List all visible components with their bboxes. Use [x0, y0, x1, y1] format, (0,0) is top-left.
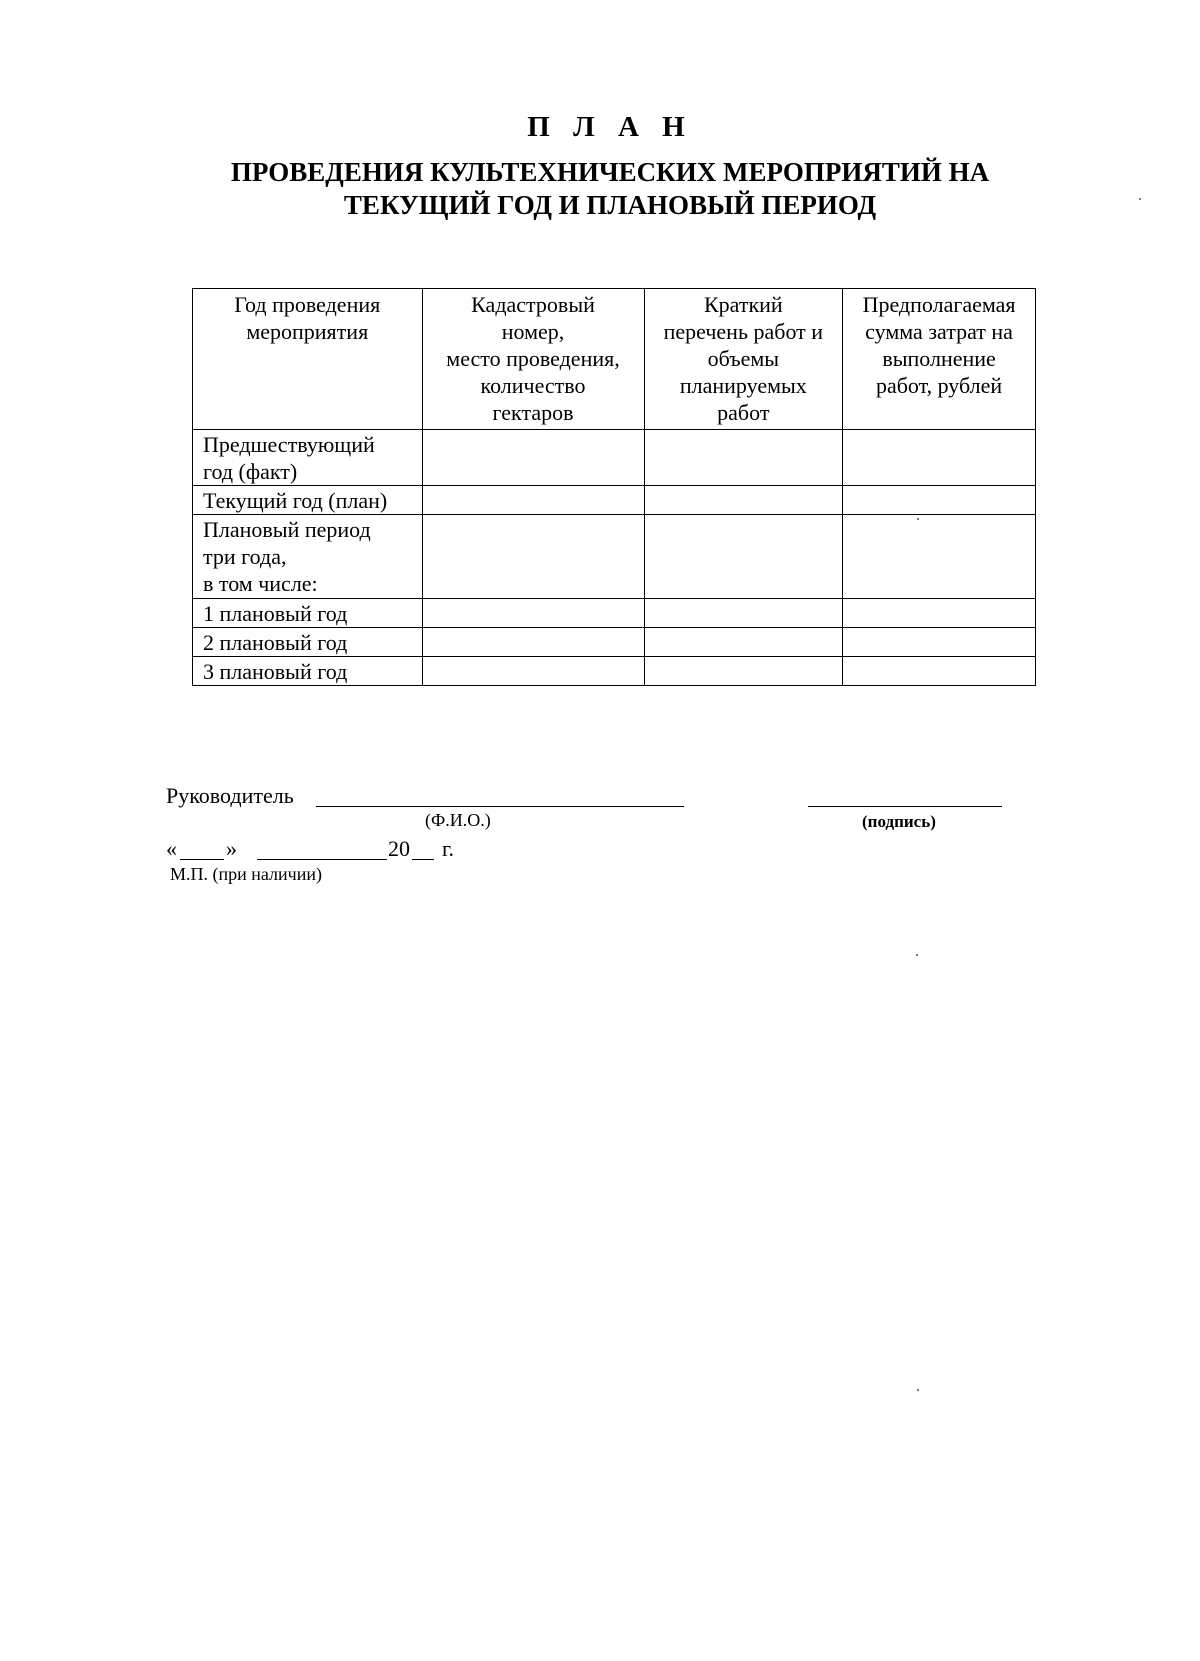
subtitle-line-1: ПРОВЕДЕНИЯ КУЛЬТЕХНИЧЕСКИХ МЕРОПРИЯТИЙ НА: [230, 157, 990, 187]
table-cell: [422, 657, 644, 686]
scan-speck: [916, 954, 918, 956]
table-cell: [422, 430, 644, 486]
date-day-line: [180, 859, 224, 860]
date-year-prefix: 20: [388, 836, 410, 861]
row-label: Плановый период три года, в том числе:: [193, 515, 423, 599]
row-label: 3 плановый год: [193, 657, 423, 686]
column-header-works: Краткий перечень работ и объемы планируемых работ: [644, 289, 843, 430]
document-header: [150, 110, 1070, 222]
table-cell: [644, 599, 843, 628]
table-row: [193, 486, 1036, 515]
date-year-line: [412, 859, 434, 860]
table-cell: [422, 515, 644, 599]
document-title: П Л А Н: [527, 111, 693, 143]
table-cell: [843, 486, 1036, 515]
table-cell: [422, 628, 644, 657]
date-open-quote: «: [166, 836, 177, 861]
date-month-line: [257, 859, 387, 860]
table-cell: [843, 599, 1036, 628]
scan-speck: [917, 518, 919, 520]
table-cell: [422, 599, 644, 628]
scan-speck: [917, 1389, 919, 1391]
table-cell: [644, 515, 843, 599]
table-cell: [422, 486, 644, 515]
row-label: 2 плановый год: [193, 628, 423, 657]
table-cell: [843, 657, 1036, 686]
row-label: Текущий год (план): [193, 486, 423, 515]
table-cell: [644, 430, 843, 486]
table-row: [193, 628, 1036, 657]
table-header-row: [193, 289, 1036, 430]
head-label: Руководитель: [166, 783, 294, 808]
table-row: [193, 515, 1036, 599]
document-subtitle: [150, 156, 1070, 222]
signature-line: [808, 806, 1002, 807]
scan-speck: [1139, 198, 1141, 200]
table-row: [193, 599, 1036, 628]
signature-caption: (подпись): [862, 812, 936, 831]
row-label: Предшествующий год (факт): [193, 430, 423, 486]
table-cell: [843, 628, 1036, 657]
stamp-note: М.П. (при наличии): [170, 864, 322, 884]
row-label: 1 плановый год: [193, 599, 423, 628]
table-row: [193, 657, 1036, 686]
date-year-suffix: г.: [442, 836, 455, 861]
subtitle-line-2: ТЕКУЩИЙ ГОД И ПЛАНОВЫЙ ПЕРИОД: [343, 190, 877, 220]
table-cell: [644, 657, 843, 686]
table-cell: [843, 430, 1036, 486]
table-cell: [843, 515, 1036, 599]
column-header-cadastral: Кадастровый номер, место проведения, количество гектаров: [422, 289, 644, 430]
table-cell: [644, 486, 843, 515]
table-row: [193, 430, 1036, 486]
fio-caption: (Ф.И.О.): [425, 810, 491, 830]
fio-line: [316, 806, 684, 807]
column-header-year: Год проведения мероприятия: [193, 289, 423, 430]
column-header-cost: Предполагаемая сумма затрат на выполнение работ, рублей: [843, 289, 1036, 430]
plan-table: [192, 288, 1036, 686]
table-cell: [644, 628, 843, 657]
date-close-quote: »: [226, 836, 237, 861]
